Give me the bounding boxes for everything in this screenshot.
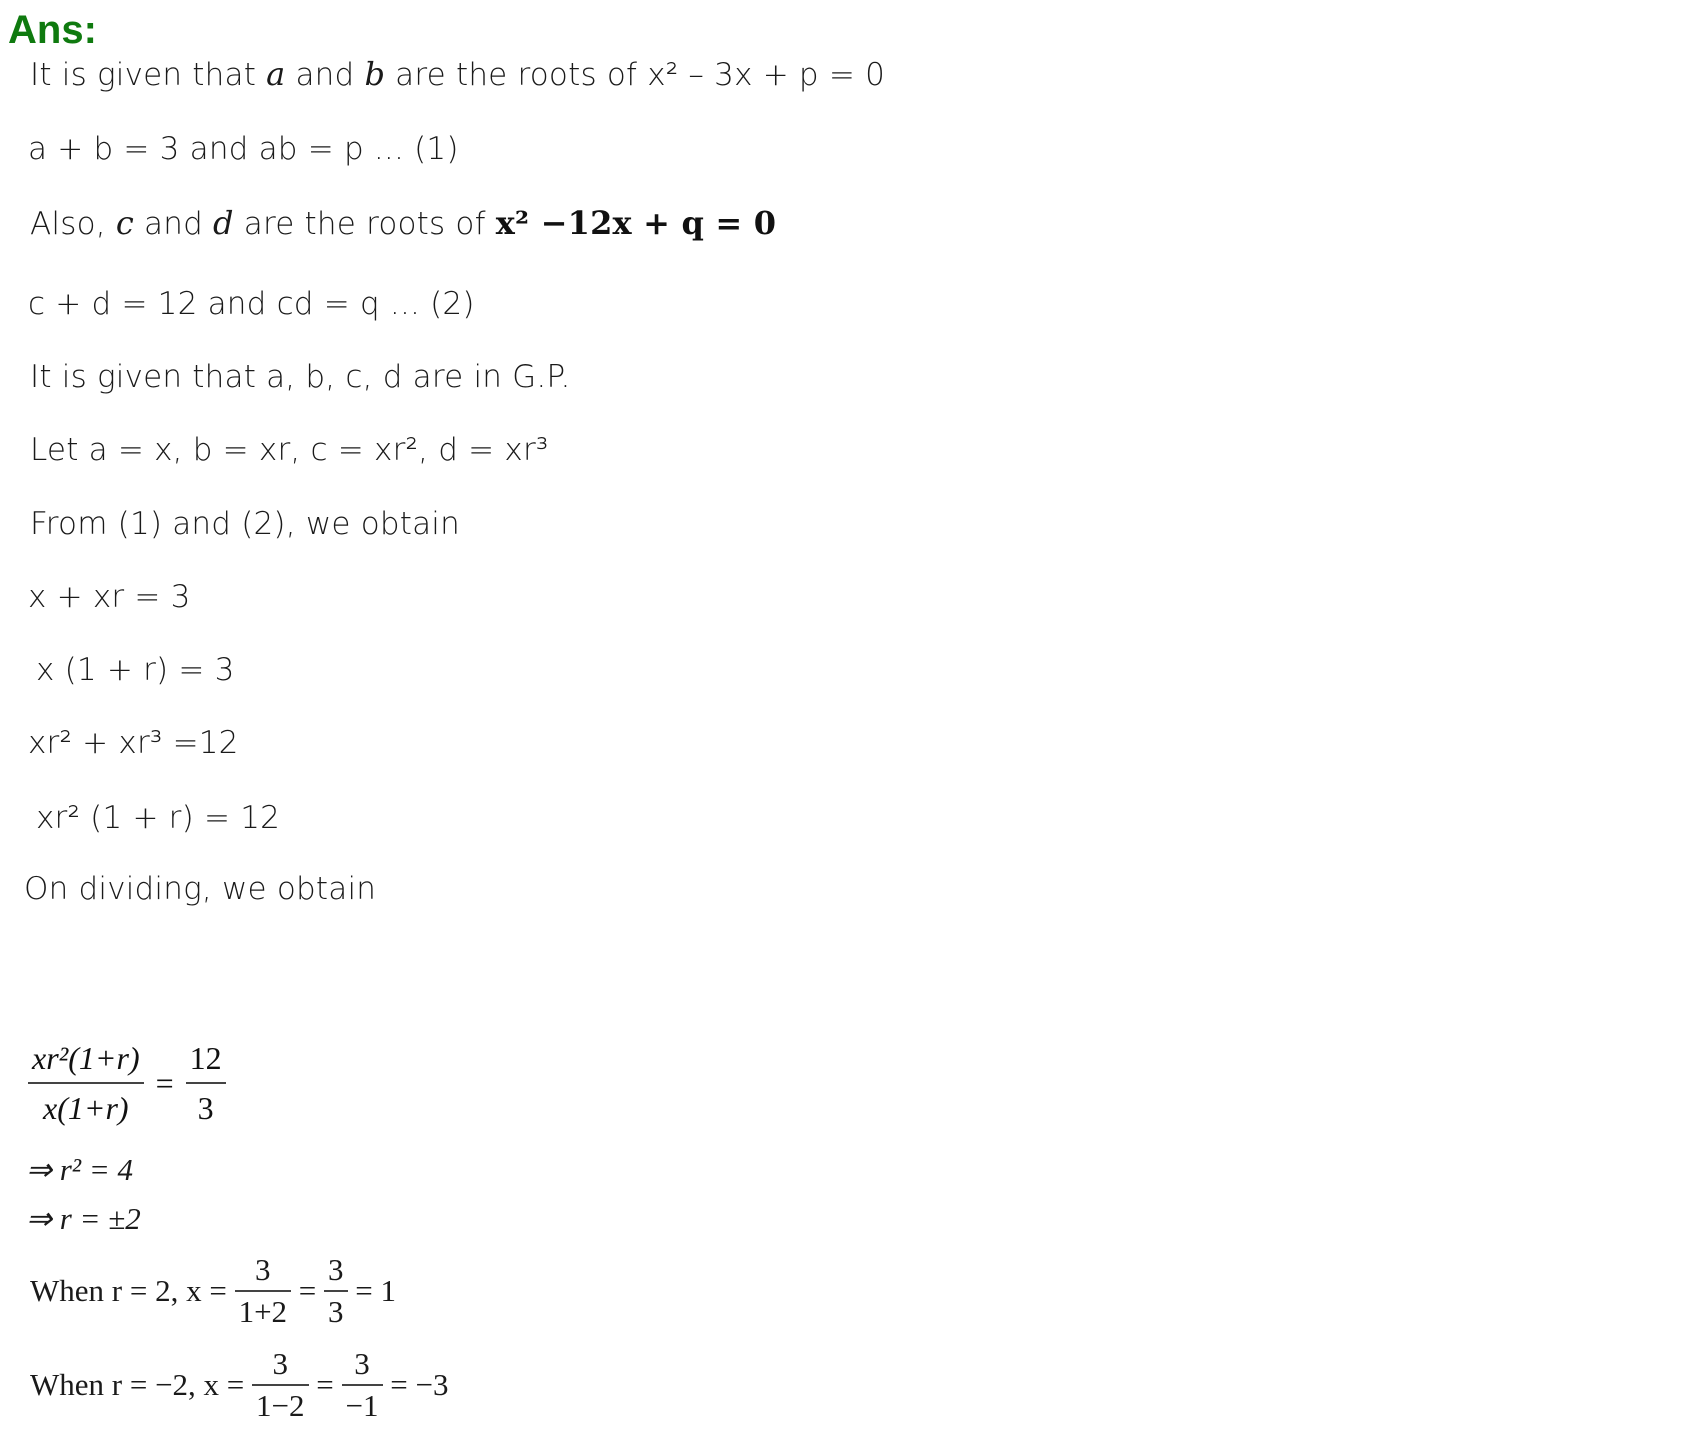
lhs-fraction — [28, 1034, 144, 1132]
text: are the roots of — [385, 57, 648, 93]
numerator: 3 — [342, 1344, 383, 1386]
case-r-minus-2 — [30, 1344, 448, 1426]
case-fraction-1 — [252, 1344, 308, 1426]
rhs-fraction — [186, 1034, 226, 1132]
text: Also, — [30, 206, 116, 242]
division-equation — [28, 1034, 226, 1132]
rhs-denominator: 3 — [197, 1090, 214, 1126]
line-eq-1: a + b = 3 and ab = p ... (1) — [28, 131, 459, 167]
equals-sign: = — [155, 1064, 174, 1101]
lhs-numerator: xr²(1+r) — [28, 1034, 144, 1084]
equals-sign: = — [316, 1367, 334, 1402]
numerator: 3 — [252, 1344, 308, 1386]
equation: x² – 3x + p = 0 — [647, 57, 886, 93]
implies-r-value: ⇒ r = ±2 — [26, 1201, 141, 1236]
rhs-numerator: 12 — [186, 1034, 226, 1084]
var-d: d — [213, 204, 234, 242]
case-result: = −3 — [390, 1367, 449, 1402]
line-sum-2: xr² + xr³ =12 — [28, 725, 239, 761]
line-from: From (1) and (2), we obtain — [30, 506, 460, 542]
denominator: 1+2 — [238, 1294, 288, 1329]
denominator: −1 — [345, 1388, 379, 1423]
line-roots-cd — [30, 204, 776, 243]
numerator: 3 — [235, 1250, 291, 1292]
denominator: 1−2 — [256, 1388, 305, 1423]
answer-heading: Ans: — [8, 8, 97, 52]
line-gp-statement: It is given that a, b, c, d are in G.P. — [30, 359, 571, 395]
case-fraction-1 — [235, 1250, 291, 1332]
line-sum-1: x + xr = 3 — [28, 579, 191, 615]
case-fraction-2 — [324, 1250, 348, 1332]
line-dividing: On dividing, we obtain — [24, 871, 377, 907]
lhs-denominator: x(1+r) — [43, 1090, 129, 1126]
numerator: 3 — [324, 1250, 348, 1292]
var-c: c — [115, 204, 134, 242]
denominator: 3 — [328, 1294, 344, 1329]
text: and — [285, 57, 365, 93]
text: It is given that — [30, 57, 267, 93]
line-roots-ab — [30, 55, 885, 94]
line-factor-2: xr² (1 + r) = 12 — [36, 800, 281, 836]
equation: x² −12x + q = 0 — [495, 204, 777, 242]
line-let: Let a = x, b = xr, c = xr², d = xr³ — [30, 432, 549, 468]
case-result: = 1 — [355, 1273, 397, 1308]
case-r-2 — [30, 1250, 396, 1332]
var-b: b — [364, 55, 386, 93]
line-factor-1: x (1 + r) = 3 — [36, 652, 235, 688]
var-a: a — [266, 55, 286, 93]
case-fraction-2 — [342, 1344, 383, 1426]
text: and — [133, 206, 214, 242]
case-prefix: When r = 2, x = — [30, 1273, 227, 1308]
line-eq-2: c + d = 12 and cd = q ... (2) — [28, 286, 475, 322]
case-prefix: When r = −2, x = — [30, 1367, 245, 1402]
text: are the roots of — [233, 206, 496, 242]
implies-r-squared: ⇒ r² = 4 — [26, 1152, 134, 1187]
equals-sign: = — [298, 1273, 317, 1308]
